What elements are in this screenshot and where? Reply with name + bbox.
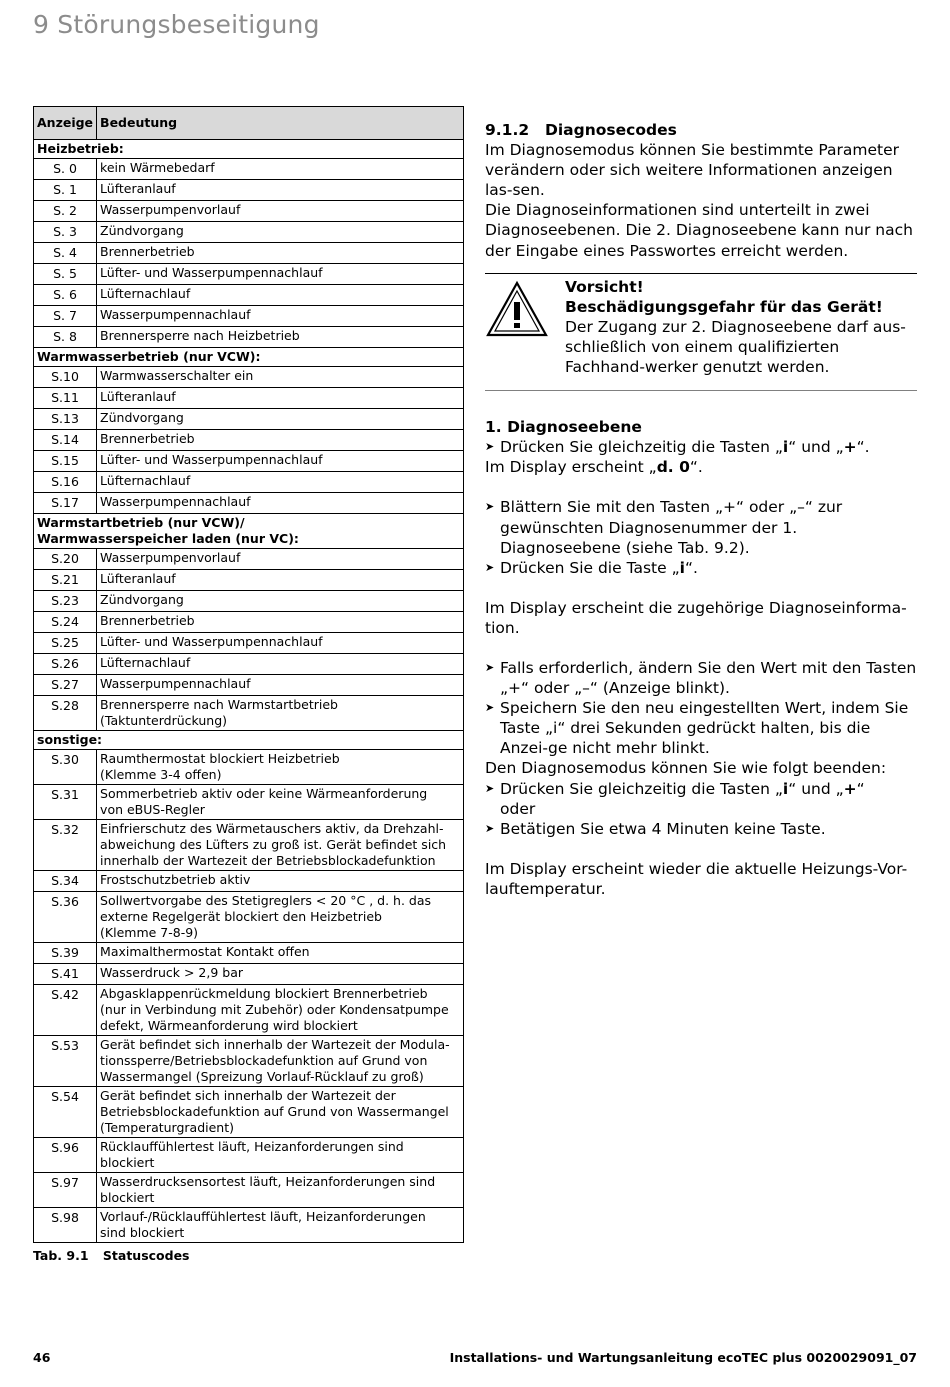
status-meaning: Abgasklappenrückmeldung blockiert Brennerbetrieb (nur in Verbindung mit Zubehör) oder Kondensatpumpe defekt, Wärmeanforderung wird blockiert [97,985,464,1036]
status-codes-table [33,106,464,1243]
level1-title: 1. Diagnoseebene [485,418,642,437]
status-meaning: Warmwasserschalter ein [97,367,464,388]
table-row [34,430,464,451]
status-code: S.20 [34,549,97,570]
status-meaning: Lüfternachlauf [97,654,464,675]
page-number: 46 [33,1350,51,1365]
status-code: S. 4 [34,243,97,264]
status-code: S.24 [34,612,97,633]
caution-text: Der Zugang zur 2. Diagnoseebene darf aus-schließlich von einem qualifizierten Fachhand-werker genutzt werden. [565,317,906,377]
table-row [34,871,464,892]
table-row [34,696,464,731]
status-meaning: Sollwertvorgabe des Stetigreglers < 20 °C , d. h. das externe Regelgerät blockiert den Heizbetrieb (Klemme 7-8-9) [97,892,464,943]
status-meaning: Brennerbetrieb [97,243,464,264]
table-row [34,943,464,964]
table-row [34,472,464,493]
status-meaning: kein Wärmebedarf [97,159,464,180]
table-row [34,549,464,570]
table-section-label: Warmwasserbetrieb (nur VCW): [34,348,464,367]
table-row [34,612,464,633]
table-section-label: Heizbetrieb: [34,140,464,159]
status-code: S.41 [34,964,97,985]
status-code: S.11 [34,388,97,409]
status-meaning: Wasserpumpennachlauf [97,675,464,696]
status-meaning: Lüfteranlauf [97,180,464,201]
status-code: S.23 [34,591,97,612]
table-caption-text: Statuscodes [102,1248,190,1263]
status-meaning: Raumthermostat blockiert Heizbetrieb (Klemme 3-4 offen) [97,750,464,785]
table-row [34,388,464,409]
table-row [34,1087,464,1138]
status-meaning: Zündvorgang [97,222,464,243]
status-meaning: Lüfter- und Wasserpumpennachlauf [97,264,464,285]
status-meaning: Einfrierschutz des Wärmetauschers aktiv, da Drehzahl- abweichung des Lüfters zu groß ist. Gerät befindet sich innerhalb der Wartezeit der Betriebsblockadefunktion [97,820,464,871]
status-meaning: Wasserpumpennachlauf [97,306,464,327]
status-meaning: Lüfter- und Wasserpumpennachlauf [97,633,464,654]
chapter-title: 9 Störungsbeseitigung [33,10,320,39]
status-code: S.21 [34,570,97,591]
status-meaning: Wasserpumpennachlauf [97,493,464,514]
table-caption-number: Tab. 9.1 [33,1248,89,1263]
status-code: S.13 [34,409,97,430]
status-meaning: Brennersperre nach Heizbetrieb [97,327,464,348]
table-section-label: sonstige: [34,731,464,750]
status-code: S. 3 [34,222,97,243]
steps-list-3 [485,658,917,758]
caution-text-block [565,277,917,377]
table-row [34,964,464,985]
section-number: 9.1.2 [485,121,530,139]
status-meaning: Wasserpumpenvorlauf [97,201,464,222]
status-meaning: Maximalthermostat Kontakt offen [97,943,464,964]
table-row [34,222,464,243]
table-body [34,140,464,1243]
status-code: S.10 [34,367,97,388]
step-end-press: ➤ Drücken Sie gleichzeitig die Tasten „i“ und „+“ oder [485,779,917,819]
status-code: S.27 [34,675,97,696]
status-meaning: Lüfteranlauf [97,570,464,591]
status-code: S.25 [34,633,97,654]
document-title: Installations- und Wartungsanleitung ecoTEC plus 0020029091_07 [449,1350,917,1365]
column-header-meaning: Bedeutung [97,107,464,140]
table-section-row [34,140,464,159]
step-end-wait: ➤ Betätigen Sie etwa 4 Minuten keine Taste. [485,819,917,839]
table-row [34,633,464,654]
table-row [34,750,464,785]
display-d0-text: Im Display erscheint „d. 0“. [485,458,703,477]
table-row [34,201,464,222]
steps-list-4 [485,779,917,839]
status-code: S.14 [34,430,97,451]
steps-list-1 [485,437,917,457]
status-code: S. 1 [34,180,97,201]
diagnose-section [485,120,917,899]
step-press-i: ➤ Drücken Sie die Taste „i“. [485,558,917,578]
table-row [34,1036,464,1087]
status-meaning: Brennersperre nach Warmstartbetrieb (Taktunterdrückung) [97,696,464,731]
table-row [34,367,464,388]
intro-paragraph-2: Die Diagnoseinformationen sind unterteilt in zwei Diagnoseebenen. Die 2. Diagnoseebene kann nur nach der Eingabe eines Passwortes erreicht werden. [485,201,913,260]
status-code: S.16 [34,472,97,493]
caution-subtitle: Beschädigungsgefahr für das Gerät! [565,297,883,316]
table-row [34,675,464,696]
status-code: S.36 [34,892,97,943]
end-intro: Den Diagnosemodus können Sie wie folgt beenden: [485,759,887,778]
status-meaning: Wasserpumpenvorlauf [97,549,464,570]
display-info-text: Im Display erscheint die zugehörige Diagnoseinforma-tion. [485,598,907,637]
step-save-value: ➤ Speichern Sie den neu eingestellten Wert, indem Sie Taste „i“ drei Sekunden gedrückt halten, bis die Anzei-ge nicht mehr blinkt. [485,698,917,758]
warning-triangle-icon [485,280,549,338]
table-row [34,570,464,591]
status-meaning: Brennerbetrieb [97,430,464,451]
status-meaning: Gerät befindet sich innerhalb der Wartezeit der Betriebsblockadefunktion auf Grund von Wassermangel (Temperaturgradient) [97,1087,464,1138]
table-row [34,264,464,285]
status-code: S.26 [34,654,97,675]
status-meaning: Wasserdruck > 2,9 bar [97,964,464,985]
table-row [34,985,464,1036]
status-meaning: Zündvorgang [97,591,464,612]
status-meaning: Brennerbetrieb [97,612,464,633]
status-code: S.15 [34,451,97,472]
table-section-label: Warmstartbetrieb (nur VCW)/ Warmwasserspeicher laden (nur VC): [34,514,464,549]
status-meaning: Frostschutzbetrieb aktiv [97,871,464,892]
caution-title: Vorsicht! [565,277,644,296]
status-meaning: Rücklauffühlertest läuft, Heizanforderungen sind blockiert [97,1138,464,1173]
table-row [34,285,464,306]
step-press-i-plus: ➤ Drücken Sie gleichzeitig die Tasten „i“ und „+“. [485,437,917,457]
table-section-row [34,731,464,750]
table-section-row [34,348,464,367]
status-code: S. 7 [34,306,97,327]
table-caption [33,1248,190,1263]
status-code: S.42 [34,985,97,1036]
status-code: S.54 [34,1087,97,1138]
status-code: S.32 [34,820,97,871]
table-row [34,820,464,871]
table-row [34,409,464,430]
table-row [34,451,464,472]
status-code: S.31 [34,785,97,820]
table-row [34,493,464,514]
status-code: S. 5 [34,264,97,285]
status-code: S. 2 [34,201,97,222]
status-code: S. 6 [34,285,97,306]
status-code: S.34 [34,871,97,892]
status-meaning: Lüfternachlauf [97,472,464,493]
table-section-row [34,514,464,549]
status-code: S.30 [34,750,97,785]
status-code: S.39 [34,943,97,964]
table-row [34,159,464,180]
section-title: Diagnosecodes [545,121,677,139]
table-row [34,654,464,675]
status-code: S.98 [34,1208,97,1243]
section-heading [485,120,917,140]
table-row [34,306,464,327]
table-header-row [34,107,464,140]
table-row [34,327,464,348]
status-meaning: Gerät befindet sich innerhalb der Wartezeit der Modula- tionssperre/Betriebsblockadefunktion auf Grund von Wassermangel (Spreizung Vorlauf-Rücklauf zu groß) [97,1036,464,1087]
status-meaning: Wasserdrucksensortest läuft, Heizanforderungen sind blockiert [97,1173,464,1208]
column-header-code: Anzeige [34,107,97,140]
steps-list-2 [485,497,917,577]
status-meaning: Sommerbetrieb aktiv oder keine Wärmeanforderung von eBUS-Regler [97,785,464,820]
table-row [34,785,464,820]
status-meaning: Vorlauf-/Rücklauffühlertest läuft, Heizanforderungen sind blockiert [97,1208,464,1243]
table-row [34,892,464,943]
status-meaning: Lüfter- und Wasserpumpennachlauf [97,451,464,472]
status-meaning: Zündvorgang [97,409,464,430]
table-row [34,180,464,201]
status-meaning: Lüfteranlauf [97,388,464,409]
table-row [34,591,464,612]
table-row [34,243,464,264]
step-change-value: ➤ Falls erforderlich, ändern Sie den Wert mit den Tasten „+“ oder „–“ (Anzeige blinkt). [485,658,917,698]
display-temperature-text: Im Display erscheint wieder die aktuelle Heizungs-Vor-lauftemperatur. [485,859,908,898]
step-scroll: ➤ Blättern Sie mit den Tasten „+“ oder „–“ zur gewünschten Diagnosenummer der 1. Diagnoseebene (siehe Tab. 9.2). [485,497,917,557]
intro-paragraph-1: Im Diagnosemodus können Sie bestimmte Parameter verändern oder sich weitere Informationen anzeigen las-sen. [485,141,900,200]
status-code: S.17 [34,493,97,514]
status-code: S. 8 [34,327,97,348]
caution-box [485,273,917,391]
table-row [34,1173,464,1208]
status-meaning: Lüfternachlauf [97,285,464,306]
status-code: S.53 [34,1036,97,1087]
table-row [34,1138,464,1173]
table-row [34,1208,464,1243]
status-code: S.97 [34,1173,97,1208]
status-code: S.28 [34,696,97,731]
status-code: S. 0 [34,159,97,180]
status-code: S.96 [34,1138,97,1173]
